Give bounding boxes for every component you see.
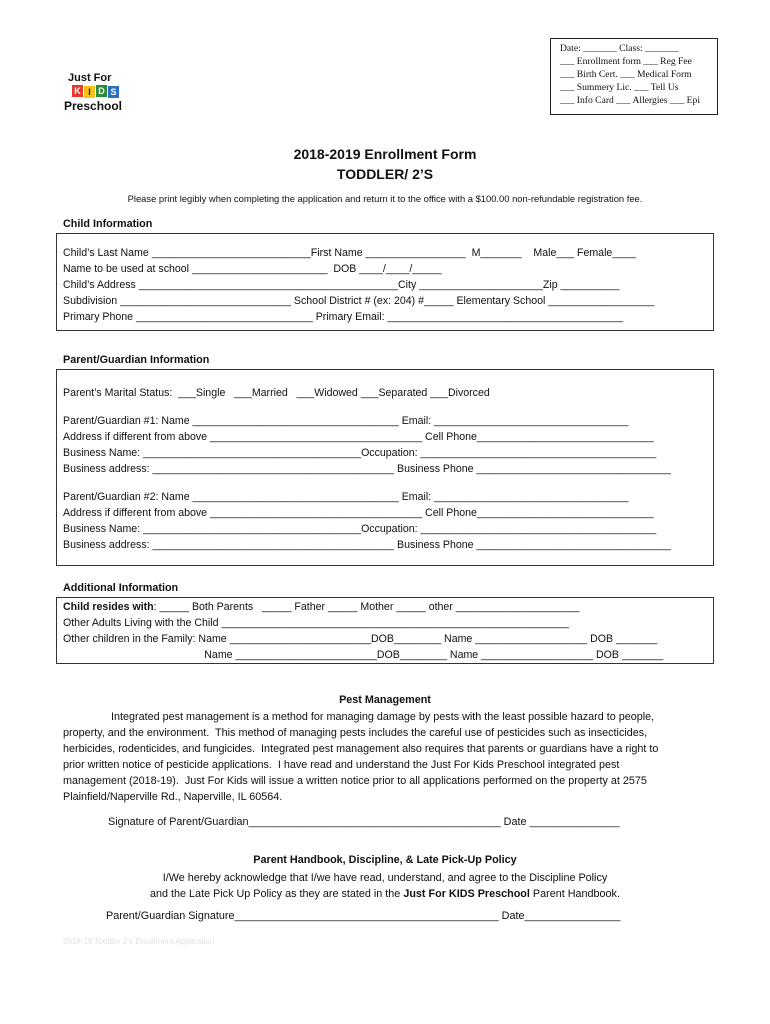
logo-line3: Preschool: [64, 99, 123, 113]
form-subtitle: TODDLER/ 2’S: [336, 166, 434, 182]
resides-with-line[interactable]: [63, 599, 580, 615]
child-nickname-line[interactable]: Name to be used at school _______________________ DOB ____/____/_____: [63, 263, 442, 275]
other-children-line[interactable]: Other children in the Family: Name ________________________DOB________ Name ___________________ DOB _______: [63, 633, 658, 645]
pest-paragraph-line: Plainfield/Naperville Rd., Naperville, IL 60564.: [63, 791, 283, 803]
instructions: Please print legibly when completing the application and return it to the office with a $100.00 non-refundable registration fee.: [127, 193, 643, 204]
pest-signature-line[interactable]: Signature of Parent/Guardian__________________________________________ Date _______________: [108, 816, 620, 828]
school-logo: [62, 72, 138, 116]
footer-text: 2018-19 Toddler 2’s Enrollment Application: [63, 937, 215, 946]
pest-paragraph-line: Integrated pest management is a method for managing damage by pests with the least possible hazard to people,: [63, 711, 655, 723]
resides-with-label: Child resides with: [63, 601, 154, 613]
guardian2-address-line[interactable]: Address if different from above ____________________________________ Cell Phone______________________________: [63, 507, 654, 519]
office-line: Date: _______ Class: _______: [560, 43, 679, 54]
child-name-line[interactable]: Child’s Last Name ___________________________First Name _________________ M_______ Male___ Female____: [63, 247, 636, 259]
logo-letter-d: D: [96, 85, 107, 97]
office-use-box: [550, 38, 718, 115]
pest-paragraph-line: herbicides, rodenticides, and fungicides. Integrated pest management also requires that parents or guardians have a right to: [63, 743, 659, 755]
guardian1-business-address-line[interactable]: Business address: _________________________________________ Business Phone _________________________________: [63, 463, 671, 475]
other-children-line-2[interactable]: Name ________________________DOB________ Name ___________________ DOB _______: [63, 649, 664, 661]
handbook-line-2: and the Late Pick Up Policy as they are stated in the Just For KIDS Preschool Parent Handbook.: [150, 888, 620, 900]
resides-with-options: : _____ Both Parents _____ Father _____ Mother _____ other _____________________: [153, 601, 580, 613]
office-line: ___ Summery Lic. ___ Tell Us: [560, 82, 679, 93]
other-adults-line[interactable]: Other Adults Living with the Child ___________________________________________________________: [63, 617, 570, 629]
handbook-signature-line[interactable]: Parent/Guardian Signature____________________________________________ Date________________: [106, 910, 621, 922]
pest-heading: Pest Management: [339, 694, 431, 706]
child-address-line[interactable]: Child’s Address ____________________________________________City _____________________Zip __________: [63, 279, 620, 291]
guardian2-name-line[interactable]: Parent/Guardian #2: Name ___________________________________ Email: _________________________________: [63, 491, 629, 503]
form-title: 2018-2019 Enrollment Form: [293, 146, 477, 162]
marital-status-line[interactable]: Parent’s Marital Status: ___Single ___Married ___Widowed ___Separated ___Divorced: [63, 387, 490, 399]
child-phone-line[interactable]: Primary Phone ______________________________ Primary Email: ________________________________________: [63, 311, 624, 323]
office-line: ___ Enrollment form ___ Reg Fee: [560, 56, 692, 67]
logo-letter-i: I: [84, 86, 95, 98]
guardian2-business-address-line[interactable]: Business address: _________________________________________ Business Phone _________________________________: [63, 539, 671, 551]
office-line: ___ Info Card ___ Allergies ___ Epi: [560, 95, 700, 106]
child-info-heading: Child Information: [63, 218, 153, 230]
logo-letter-s: S: [108, 86, 119, 98]
additional-info-heading: Additional Information: [63, 582, 179, 594]
logo-line1: Just For: [68, 72, 112, 84]
logo-letter-k: K: [72, 85, 83, 97]
pest-paragraph-line: management (2018-19). Just For Kids will issue a written notice prior to all applications performed on the property at 2575: [63, 775, 647, 787]
pest-paragraph-line: prior written notice of pesticide applications. I have read and understand the Just For Kids Preschool integrated pest: [63, 759, 620, 771]
handbook-line-1: I/We hereby acknowledge that I/we have read, understand, and agree to the Discipline Policy: [162, 872, 608, 884]
guardian1-address-line[interactable]: Address if different from above ____________________________________ Cell Phone______________________________: [63, 431, 654, 443]
guardian1-name-line[interactable]: Parent/Guardian #1: Name ___________________________________ Email: _________________________________: [63, 415, 629, 427]
parent-info-heading: Parent/Guardian Information: [63, 354, 210, 366]
school-name: Just For KIDS Preschool: [403, 888, 530, 900]
guardian2-business-line[interactable]: Business Name: _____________________________________Occupation: ________________________________________: [63, 523, 657, 535]
handbook-heading: Parent Handbook, Discipline, & Late Pick-Up Policy: [253, 854, 517, 866]
pest-paragraph-line: property, and the environment. This method of managing pests includes the careful use of pesticides such as insecticides,: [63, 727, 648, 739]
child-subdivision-line[interactable]: Subdivision _____________________________ School District # (ex: 204) #_____ Elementary School __________________: [63, 295, 655, 307]
office-line: ___ Birth Cert. ___ Medical Form: [560, 69, 692, 80]
guardian1-business-line[interactable]: Business Name: _____________________________________Occupation: ________________________________________: [63, 447, 657, 459]
